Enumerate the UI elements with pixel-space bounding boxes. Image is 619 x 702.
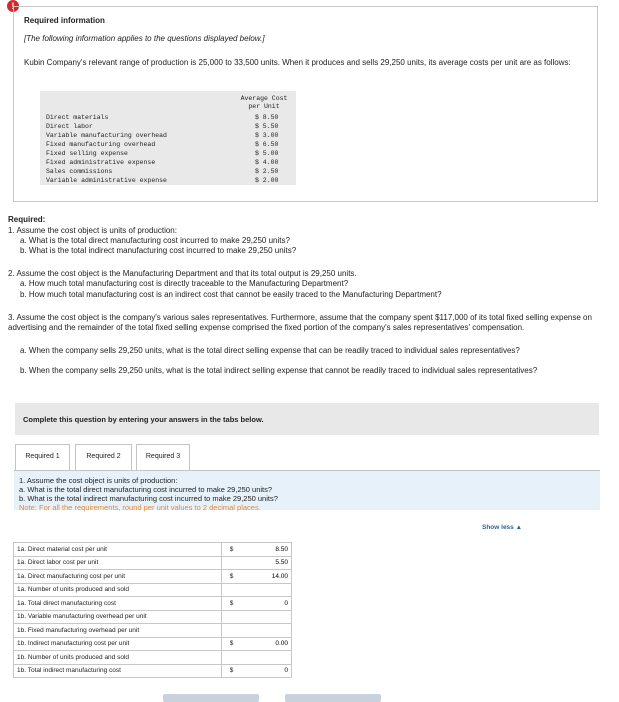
required-heading: Required: xyxy=(8,215,46,224)
question-2: 2. Assume the cost object is the Manufacturing Department and that its total output is 29,250 units. xyxy=(8,269,357,278)
row-label: 1a. Direct material cost per unit xyxy=(14,543,222,557)
cost-row-label: Variable administrative expense xyxy=(46,177,167,184)
cost-row xyxy=(46,176,290,185)
panel-line-3: b. What is the total indirect manufacturing cost incurred to make 29,250 units? xyxy=(19,494,278,503)
cost-row xyxy=(46,113,290,122)
cost-row-value: $ 2.50 xyxy=(255,168,279,175)
cost-header-line-1: Average Cost xyxy=(240,95,288,102)
answer-input[interactable] xyxy=(244,546,288,553)
cost-row-value: $ 5.00 xyxy=(255,150,279,157)
cost-row xyxy=(46,149,290,158)
row-label: 1a. Direct manufacturing cost per unit xyxy=(14,570,222,584)
row-label: 1a. Total direct manufacturing cost xyxy=(14,597,222,611)
answer-cell xyxy=(241,583,292,597)
table-row xyxy=(14,556,292,570)
question-1b: b. What is the total indirect manufacturing cost incurred to make 29,250 units? xyxy=(20,246,297,255)
cost-row xyxy=(46,122,290,131)
answer-input[interactable] xyxy=(244,654,288,661)
show-less-label: Show less xyxy=(482,524,514,531)
currency-symbol xyxy=(222,610,242,624)
cost-row-value: $ 8.50 xyxy=(255,114,279,121)
info-title: Required information xyxy=(24,16,105,25)
cost-row-label: Direct materials xyxy=(46,114,109,121)
table-row xyxy=(14,570,292,584)
show-less-link[interactable] xyxy=(482,524,522,531)
table-row xyxy=(14,583,292,597)
tab-required-1[interactable]: Required 1 xyxy=(15,444,70,472)
question-3: 3. Assume the cost object is the company's various sales representatives. Furthermore, assume that the company spent $117,000 of its total fixed selling expense on advertising and the remainder of the total fixed selling expense comprised the fixed portion of the company's sales representatives' compensation. xyxy=(8,313,592,332)
answer-input[interactable] xyxy=(244,559,288,566)
cost-table-header xyxy=(234,95,294,111)
answer-input[interactable] xyxy=(244,667,288,674)
question-3b: b. When the company sells 29,250 units, what is the total indirect selling expense that cannot be readily traced to individual sales representatives? xyxy=(20,366,538,375)
table-row xyxy=(14,624,292,638)
cost-row-value: $ 2.00 xyxy=(255,177,279,184)
info-note: [The following information applies to the questions displayed below.] xyxy=(24,34,265,43)
cost-row xyxy=(46,140,290,149)
row-label: 1b. Total indirect manufacturing cost xyxy=(14,664,222,678)
average-cost-table xyxy=(40,91,296,185)
panel-line-1: 1. Assume the cost object is units of production: xyxy=(19,476,178,485)
cost-row xyxy=(46,158,290,167)
cost-row-label: Sales commissions xyxy=(46,168,113,175)
currency-symbol xyxy=(222,651,242,665)
info-intro: Kubin Company's relevant range of production is 25,000 to 33,500 units. When it produces and sells 29,250 units, its average costs per unit are as follows: xyxy=(24,58,571,67)
question-3a: a. When the company sells 29,250 units, what is the total direct selling expense that can be readily traced to individual sales representatives? xyxy=(20,346,520,355)
answer-cell xyxy=(241,624,292,638)
answer-cell xyxy=(241,651,292,665)
answer-table xyxy=(13,542,292,678)
answer-cell xyxy=(241,637,292,651)
cost-header-line-2: per Unit xyxy=(248,103,280,110)
cost-row-value: $ 3.00 xyxy=(255,132,279,139)
row-label: 1b. Indirect manufacturing cost per unit xyxy=(14,637,222,651)
question-1a: a. What is the total direct manufacturing cost incurred to make 29,250 units? xyxy=(20,236,290,245)
row-label: 1b. Variable manufacturing overhead per unit xyxy=(14,610,222,624)
currency-symbol xyxy=(222,583,242,597)
cost-row xyxy=(46,167,290,176)
answer-input[interactable] xyxy=(244,586,288,593)
currency-symbol xyxy=(222,556,242,570)
currency-symbol: $ xyxy=(222,570,242,584)
currency-symbol: $ xyxy=(222,543,242,557)
answer-cell xyxy=(241,664,292,678)
answer-input[interactable] xyxy=(244,573,288,580)
question-1: 1. Assume the cost object is units of production: xyxy=(8,226,177,235)
currency-symbol: $ xyxy=(222,597,242,611)
row-label: 1b. Number of units produced and sold xyxy=(14,651,222,665)
cost-row-label: Fixed manufacturing overhead xyxy=(46,141,156,148)
tabs-instructions-banner xyxy=(15,403,599,435)
currency-symbol: $ xyxy=(222,637,242,651)
panel-line-2: a. What is the total direct manufacturing cost incurred to make 29,250 units? xyxy=(19,485,273,494)
answer-cell xyxy=(241,610,292,624)
tab-required-3[interactable]: Required 3 xyxy=(136,444,190,472)
chevron-up-icon: ▲ xyxy=(515,524,523,531)
tab-required-2[interactable]: Required 2 xyxy=(75,444,132,472)
cost-row xyxy=(46,131,290,140)
table-row xyxy=(14,651,292,665)
answer-cell xyxy=(241,597,292,611)
required-1-panel xyxy=(14,470,600,510)
panel-note: Note: For all the requirements, round per unit values to 2 decimal places. xyxy=(19,503,261,512)
row-label: 1a. Number of units produced and sold xyxy=(14,583,222,597)
cost-row-label: Fixed administrative expense xyxy=(46,159,156,166)
answer-input[interactable] xyxy=(244,640,288,647)
row-label: 1b. Fixed manufacturing overhead per unit xyxy=(14,624,222,638)
answer-input[interactable] xyxy=(244,600,288,607)
table-row xyxy=(14,664,292,678)
currency-symbol xyxy=(222,624,242,638)
answer-input[interactable] xyxy=(244,627,288,634)
currency-symbol: $ xyxy=(222,664,242,678)
cost-row-label: Variable manufacturing overhead xyxy=(46,132,167,139)
cost-row-value: $ 6.50 xyxy=(255,141,279,148)
cost-row-value: $ 4.00 xyxy=(255,159,279,166)
table-row xyxy=(14,610,292,624)
question-2b: b. How much total manufacturing cost is an indirect cost that cannot be easily traced to the Manufacturing Department? xyxy=(20,290,442,299)
cost-row-value: $ 5.50 xyxy=(255,123,279,130)
answer-cell xyxy=(241,556,292,570)
question-2a: a. How much total manufacturing cost is directly traceable to the Manufacturing Department? xyxy=(20,279,349,288)
row-label: 1a. Direct labor cost per unit xyxy=(14,556,222,570)
table-row xyxy=(14,543,292,557)
cost-row-label: Direct labor xyxy=(46,123,93,130)
tabs-instructions: Complete this question by entering your answers in the tabs below. xyxy=(23,415,264,424)
alert-icon: ! xyxy=(7,0,19,12)
answer-cell xyxy=(241,543,292,557)
answer-cell xyxy=(241,570,292,584)
table-row xyxy=(14,597,292,611)
answer-input[interactable] xyxy=(244,613,288,620)
cost-row-label: Fixed selling expense xyxy=(46,150,128,157)
table-row xyxy=(14,637,292,651)
